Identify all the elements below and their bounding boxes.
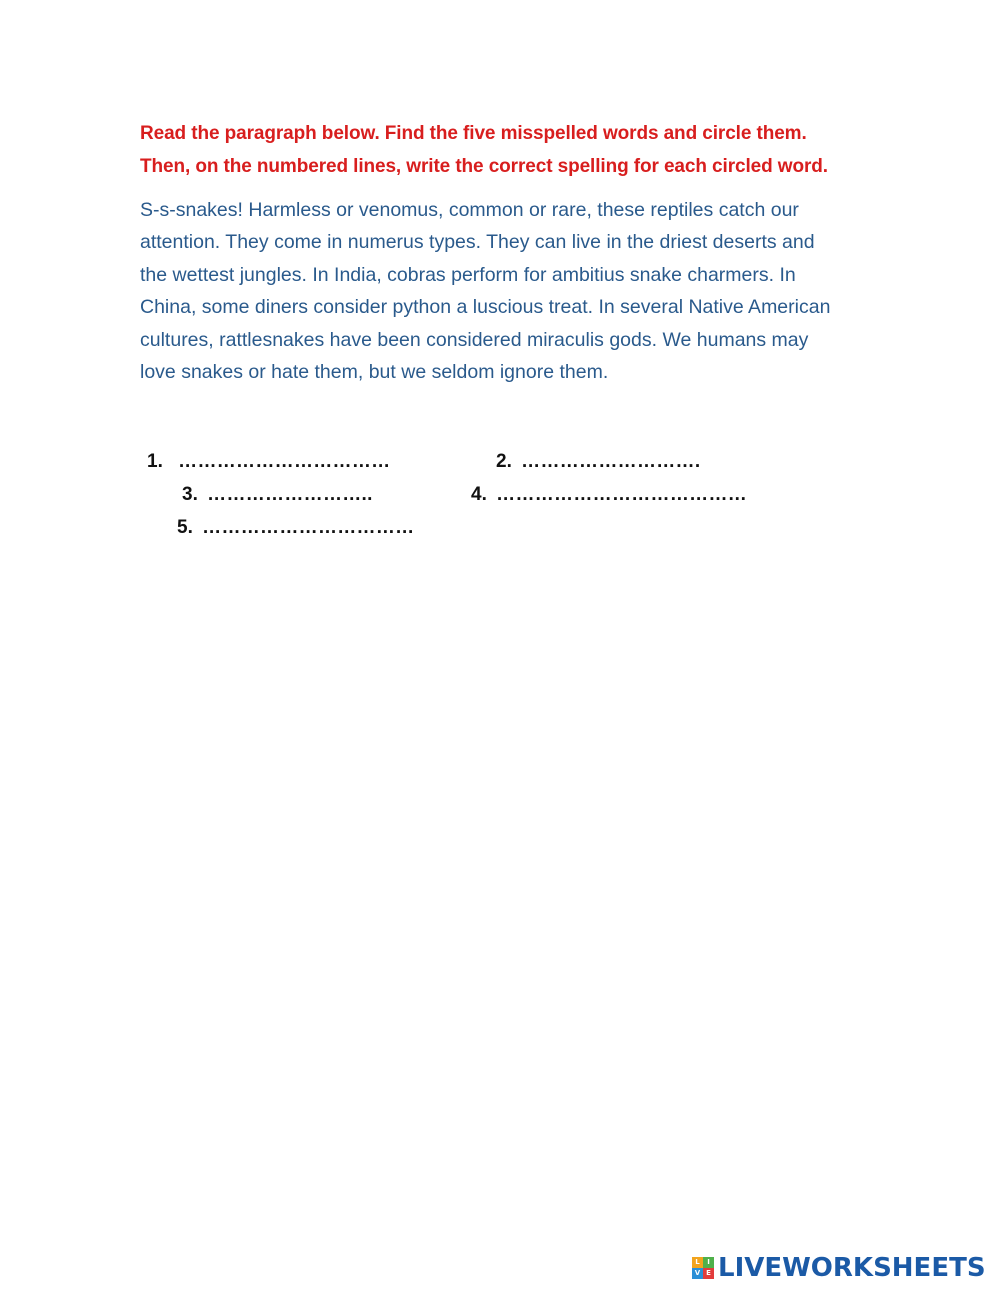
answer-number: 3. [182,484,198,505]
answer-blank-2[interactable]: ………………………. [521,451,701,472]
logo-mark-letter: V [692,1268,703,1279]
paragraph-line: cultures, rattlesnakes have been considered miraculis gods. We humans may [140,328,809,351]
instructions-line-1: Read the paragraph below. Find the five misspelled words and circle them. [140,123,807,144]
logo-text: LIVEWORKSHEETS [718,1253,986,1283]
liveworksheets-logo-icon [692,1257,714,1279]
answer-item-5 [177,517,414,539]
paragraph-line: attention. They come in numerus types. They can live in the driest deserts and [140,231,815,254]
answer-number: 2. [496,451,512,472]
reading-paragraph [140,194,900,388]
paragraph-line: the wettest jungles. In India, cobras perform for ambitius snake charmers. In [140,263,796,286]
paragraph-line: love snakes or hate them, but we seldom ignore them. [140,361,609,384]
logo-mark-letter: E [703,1268,714,1279]
logo-mark-letter: I [703,1257,714,1268]
answer-blank-5[interactable]: …………………………… [202,517,415,538]
logo-mark-letter: L [692,1257,703,1268]
answer-item-2 [496,451,700,473]
liveworksheets-logo[interactable] [692,1253,986,1283]
answer-item-3 [182,484,373,506]
answer-number: 5. [177,517,193,538]
answer-number: 1. [147,451,163,472]
instructions-line-2: Then, on the numbered lines, write the correct spelling for each circled word. [140,156,828,177]
answer-blank-1[interactable]: …………………………… [178,451,391,472]
answer-item-4 [471,484,747,506]
answer-blank-3[interactable]: …………………….. [207,484,373,505]
paragraph-line: China, some diners consider python a luscious treat. In several Native American [140,296,831,319]
paragraph-line: S-s-snakes! Harmless or venomus, common or rare, these reptiles catch our [140,199,799,221]
answer-blank-4[interactable]: ………………………………… [496,484,748,505]
answer-item-1 [147,451,390,473]
answer-number: 4. [471,484,487,505]
instructions [140,117,900,183]
